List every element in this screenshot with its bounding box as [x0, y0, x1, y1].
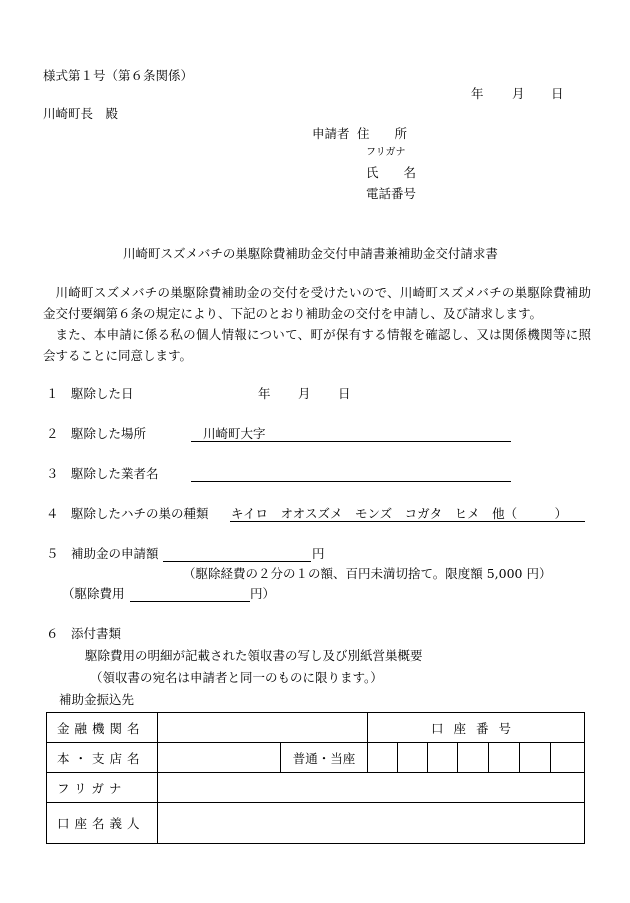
- bank-row-holder: [47, 803, 585, 844]
- account-digit-cell[interactable]: [398, 743, 428, 773]
- addressee: 川崎町長 殿: [43, 106, 119, 121]
- bank-row-furigana: [47, 773, 585, 803]
- item1-year: 年: [258, 386, 271, 401]
- account-type-label[interactable]: 普通・当座: [281, 743, 368, 773]
- account-number-header: 口座番号: [368, 713, 585, 743]
- account-digit-cell[interactable]: [368, 743, 398, 773]
- item2-location-value: 川崎町大字: [203, 426, 266, 441]
- item1-label: 駆除した日: [71, 386, 134, 401]
- item3-underline[interactable]: [191, 481, 511, 482]
- holder-value-cell[interactable]: [158, 803, 585, 844]
- item4-label: 駆除したハチの巣の種類: [71, 506, 209, 521]
- date-month-label: 月: [512, 86, 525, 101]
- item6-number: ６: [46, 626, 59, 641]
- institution-label: 金融機関名: [47, 713, 158, 743]
- applicant-address-label: 住 所: [357, 126, 408, 141]
- item5-expense-underline[interactable]: [130, 601, 250, 602]
- item6-note: （領収書の宛名は申請者と同一のものに限ります。）: [90, 670, 383, 685]
- branch-value-cell[interactable]: [158, 743, 281, 773]
- item3-number: ３: [46, 466, 59, 481]
- item6-description: 駆除費用の明細が記載された領収書の写し及び別紙営巣概要: [85, 648, 423, 663]
- account-digit-cell[interactable]: [489, 743, 520, 773]
- item2-label: 駆除した場所: [71, 426, 147, 441]
- item1-month: 月: [298, 386, 311, 401]
- account-digit-cell[interactable]: [551, 743, 585, 773]
- item5-amount-underline[interactable]: [163, 561, 311, 562]
- item3-label: 駆除した業者名: [71, 466, 159, 481]
- account-digit-cell[interactable]: [458, 743, 489, 773]
- body-paragraph-1: 川崎町スズメバチの巣駆除費補助金の交付を受けたいので、川崎町スズメバチの巣駆除費補助金交付要綱第６条の規定により、下記のとおり補助金の交付を申請し、及び請求します。: [43, 285, 591, 321]
- bank-row-institution: [47, 713, 585, 743]
- branch-label: 本・支店名: [47, 743, 158, 773]
- date-year-label: 年: [471, 86, 484, 101]
- item4-nest-type-options[interactable]: キイロ オオスズメ モンズ コガタ ヒメ 他（ ）: [231, 506, 568, 521]
- item5-expense-label: （駆除費用: [62, 586, 125, 601]
- item5-note: （駆除経費の２分の１の額、百円未満切捨て。限度額 5,000 円）: [183, 566, 552, 581]
- item1-day: 日: [338, 386, 351, 401]
- bank-row-branch: [47, 743, 585, 773]
- item5-expense-unit: 円）: [250, 586, 276, 601]
- item5-number: ５: [46, 546, 59, 561]
- date-day-label: 日: [551, 86, 564, 101]
- applicant-label: 申請者: [312, 126, 350, 141]
- bank-caption: 補助金振込先: [59, 692, 135, 707]
- item4-underline: [230, 521, 585, 522]
- body-text: [43, 282, 591, 366]
- account-digit-cell[interactable]: [428, 743, 458, 773]
- item4-number: ４: [46, 506, 59, 521]
- item1-number: １: [46, 386, 59, 401]
- applicant-phone-label: 電話番号: [366, 186, 417, 201]
- applicant-name-label: 氏 名: [366, 165, 417, 180]
- item2-number: ２: [46, 426, 59, 441]
- furigana-value-cell[interactable]: [158, 773, 585, 803]
- item6-label: 添付書類: [71, 626, 122, 641]
- bank-account-table: [46, 712, 585, 844]
- form-number: 様式第１号（第６条関係）: [43, 68, 194, 83]
- item5-unit: 円: [312, 546, 325, 561]
- holder-label: 口座名義人: [47, 803, 158, 844]
- account-digit-cell[interactable]: [520, 743, 551, 773]
- furigana-label: フリガナ: [47, 773, 158, 803]
- body-paragraph-2: また、本申請に係る私の個人情報について、町が保有する情報を確認し、又は関係機関等に照会することに同意します。: [43, 327, 591, 363]
- institution-value-cell[interactable]: [158, 713, 368, 743]
- item2-underline[interactable]: [191, 441, 511, 442]
- applicant-furigana-label: フリガナ: [366, 147, 406, 158]
- item5-label: 補助金の申請額: [71, 546, 159, 561]
- document-title: 川崎町スズメバチの巣駆除費補助金交付申請書兼補助金交付請求書: [123, 246, 498, 261]
